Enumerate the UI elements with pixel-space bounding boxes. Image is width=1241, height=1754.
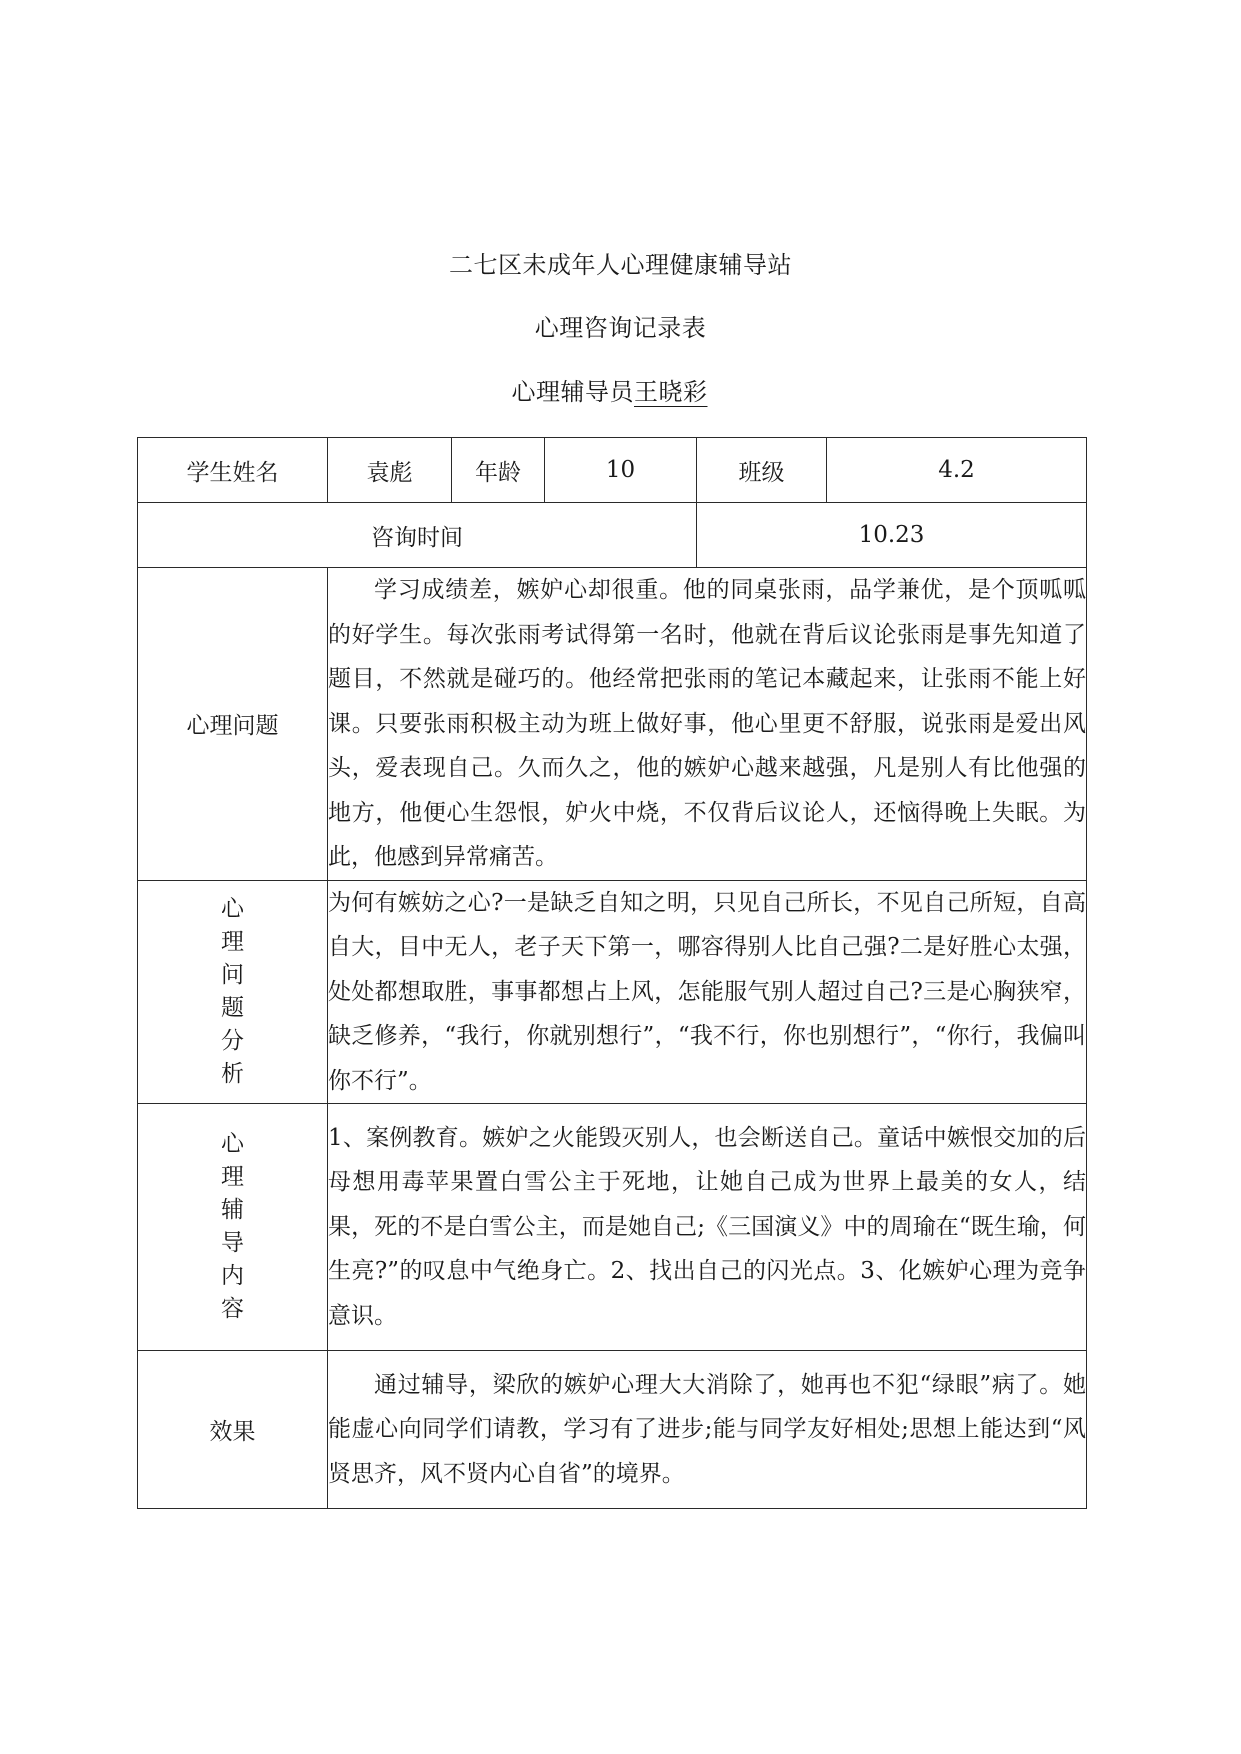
counselor-label: 心理辅导员	[511, 378, 634, 406]
analysis-cell	[328, 880, 1087, 1104]
content-row	[138, 1104, 1087, 1351]
effect-cell	[328, 1351, 1087, 1509]
analysis-label: 心理问题分析	[220, 895, 244, 1087]
content-label-cell	[138, 1104, 328, 1351]
content-text: 1、案例教育。嫉妒之火能毁灭别人，也会断送自己。童话中嫉恨交加的后母想用毒苹果置白雪公主于死地，让她自己成为世界上最美的女人，结果，死的不是白雪公主，而是她自己;《三国演义》中的周瑜在“既生瑜，何生亮?”的叹息中气绝身亡。2、找出自己的闪光点。3、化嫉妒心理为竞争意识。	[328, 1124, 1086, 1329]
time-row	[138, 503, 1087, 568]
problem-label: 心理问题	[138, 568, 328, 881]
analysis-row	[138, 880, 1087, 1104]
problem-cell	[328, 568, 1087, 881]
content-cell	[328, 1104, 1087, 1351]
organization-title: 二七区未成年人心理健康辅导站	[449, 251, 792, 279]
consult-time-value: 10.23	[697, 503, 1087, 568]
consult-time-label: 咨询时间	[138, 503, 697, 568]
counselor-line	[0, 377, 1241, 407]
form-title: 心理咨询记录表	[534, 314, 707, 342]
content-label: 心理辅导内容	[220, 1131, 244, 1322]
problem-row	[138, 568, 1087, 881]
problem-text: 学习成绩差，嫉妒心却很重。他的同桌张雨，品学兼优，是个顶呱呱的好学生。每次张雨考试得第一名时，他就在背后议论张雨是事先知道了题目，不然就是碰巧的。他经常把张雨的笔记本藏起来，让张雨不能上好课。只要张雨积极主动为班上做好事，他心里更不舒服，说张雨是爱出风头，爱表现自己。久而久之，他的嫉妒心越来越强，凡是别人有比他强的地方，他便心生怨恨，妒火中烧，不仅背后议论人，还恼得晚上失眠。为此，他感到异常痛苦。	[328, 577, 1086, 870]
class-label: 班级	[697, 438, 827, 503]
student-name-label: 学生姓名	[138, 438, 328, 503]
age-label: 年龄	[452, 438, 545, 503]
effect-row	[138, 1351, 1087, 1509]
effect-text: 通过辅导，梁欣的嫉妒心理大大消除了，她再也不犯“绿眼”病了。她能虚心向同学们请教，学习有了进步;能与同学友好相处;思想上能达到“风贤思齐，风不贤内心自省”的境界。	[328, 1371, 1086, 1487]
consultation-record-table	[137, 437, 1087, 1509]
analysis-label-cell	[138, 880, 328, 1104]
age-value: 10	[545, 438, 697, 503]
student-name-value: 袁彪	[328, 438, 452, 503]
class-value: 4.2	[827, 438, 1087, 503]
info-row	[138, 438, 1087, 503]
effect-label: 效果	[138, 1351, 328, 1509]
analysis-text: 为何有嫉妨之心?一是缺乏自知之明，只见自己所长，不见自己所短，自高自大，目中无人，老子天下第一，哪容得别人比自己强?二是好胜心太强，处处都想取胜，事事都想占上风，怎能服气别人超过自己?三是心胸狭窄，缺乏修养，“我行，你就别想行”，“我不行，你也别想行”，“你行，我偏叫你不行”。	[328, 889, 1086, 1094]
counselor-name: 王晓彩	[634, 378, 708, 406]
